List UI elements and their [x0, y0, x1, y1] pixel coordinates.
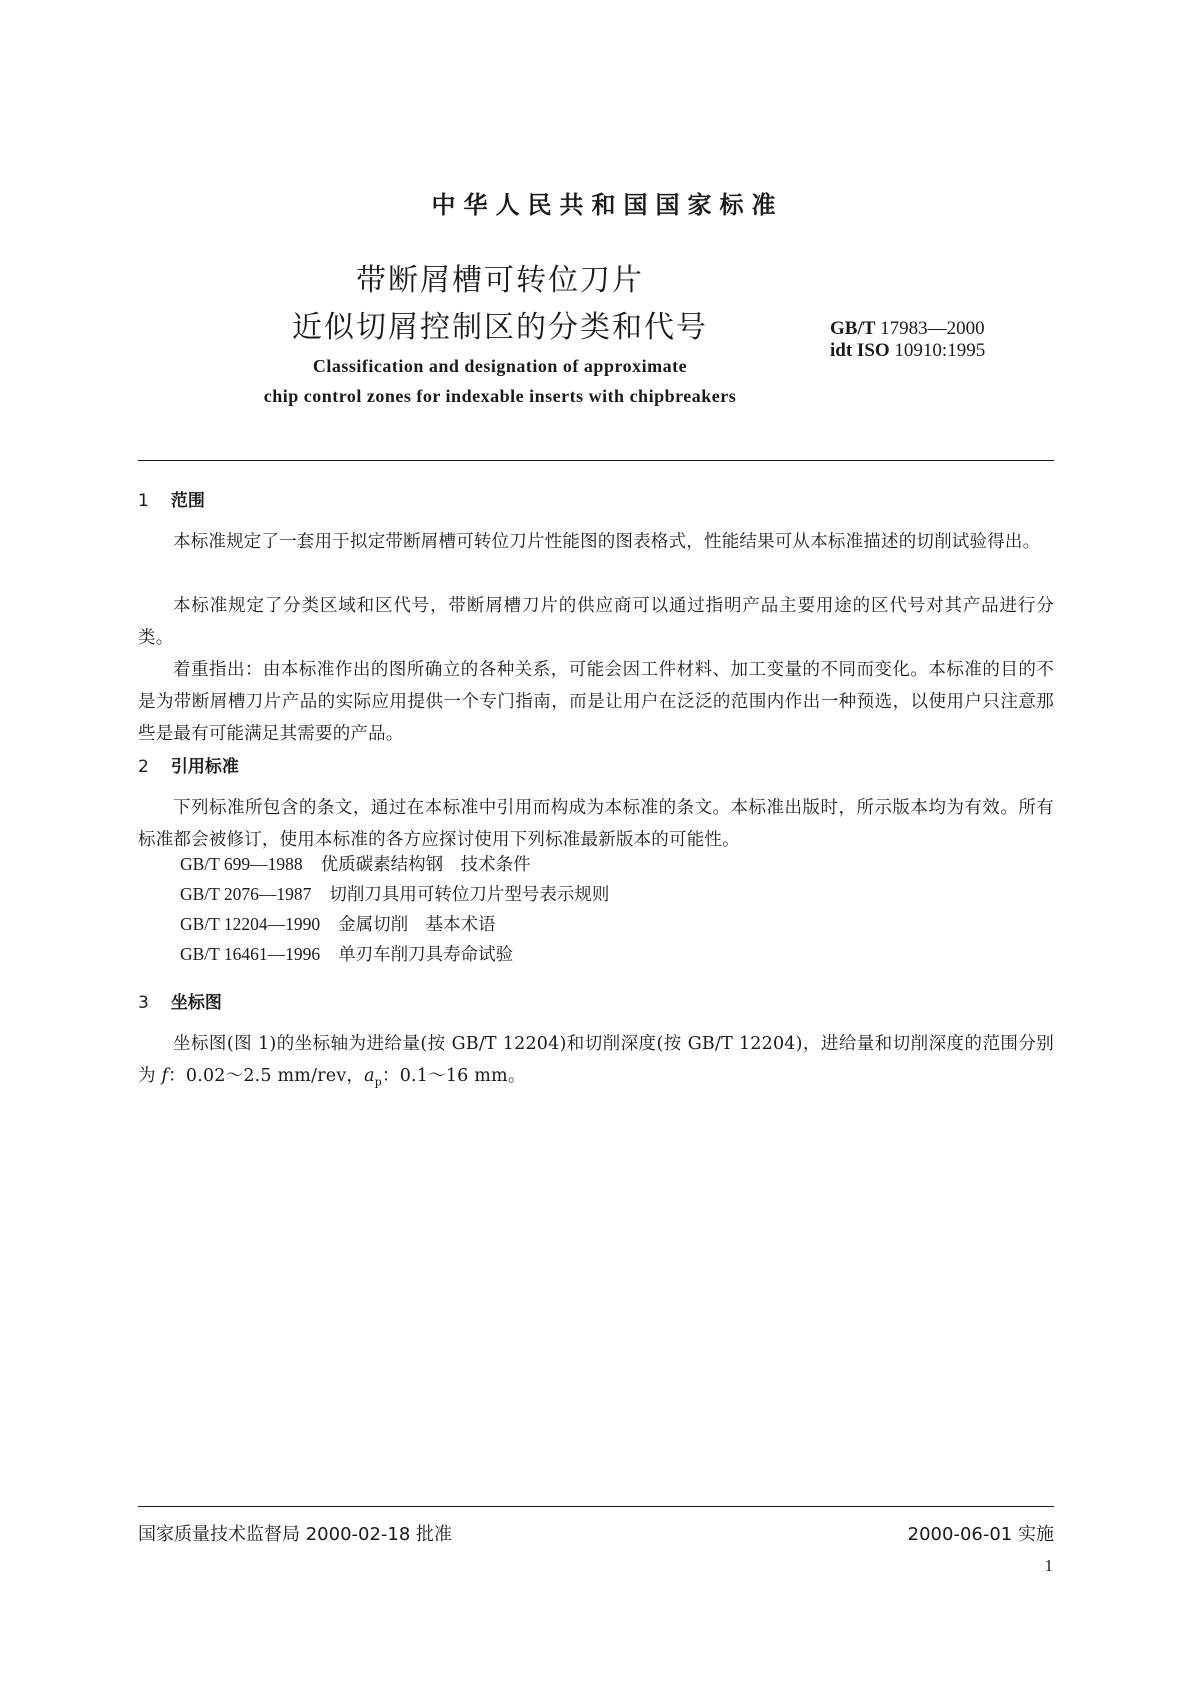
reference-item: [180, 848, 531, 881]
idt-number: 10910:1995: [894, 340, 986, 361]
feed-variable: f: [161, 1066, 169, 1086]
title-zh-line1: 带断屑槽可转位刀片: [356, 263, 644, 298]
reference-title: 单刃车削刀具寿命试验: [338, 945, 514, 965]
section-2-number: 2: [138, 757, 149, 777]
reference-item: [180, 878, 609, 911]
section-1-title: 范围: [170, 491, 205, 511]
depth-variable: a: [364, 1066, 375, 1086]
section-2-paragraph-1: 下列标准所包含的条文，通过在本标准中引用而构成为本标准的条文。本标准出版时，所示版本均为有效。所有标准都会被修订，使用本标准的各方应探讨使用下列标准最新版本的可能性。: [138, 798, 1054, 850]
gb-prefix: GB/T: [830, 318, 876, 339]
reference-title: 优质碳素结构钢 技术条件: [320, 855, 531, 875]
reference-code: GB/T 2076—1987: [180, 884, 312, 904]
reference-title: 金属切削 基本术语: [338, 915, 496, 935]
page-number: 1: [1044, 1556, 1053, 1575]
reference-code: GB/T 699—1988: [180, 854, 303, 874]
section-3-paragraph-1: [138, 1028, 1054, 1099]
national-standard-header: 中华人民共和国国家标准: [431, 191, 784, 219]
gb-number: 17983—2000: [880, 318, 985, 339]
reference-item: [180, 938, 513, 971]
section-1-paragraph-1: 本标准规定了一套用于拟定带断屑槽可转位刀片性能图的图表格式，性能结果可从本标准描述的切削试验得出。: [173, 532, 1041, 552]
title-en-line1: Classification and designation of approximate: [312, 356, 688, 376]
title-en-line2: chip control zones for indexable inserts with chipbreakers: [263, 386, 737, 406]
reference-code: GB/T 16461—1996: [180, 944, 321, 964]
standard-number-block: [830, 318, 985, 362]
approval-date: 国家质量技术监督局 2000-02-18 批准: [138, 1524, 453, 1545]
section-3-text-b: ：0.02～2.5 mm/rev，: [168, 1066, 365, 1086]
section-3-heading: [138, 988, 222, 1013]
title-zh-line2: 近似切屑控制区的分类和代号: [292, 310, 708, 345]
section-1-paragraph-3: 着重指出：由本标准作出的图所确立的各种关系，可能会因工件材料、加工变量的不同而变化。本标准的目的不是为带断屑槽刀片产品的实际应用提供一个专门指南，而是让用户在泛泛的范围内作出一种预选，以使用户只注意那些是最有可能满足其需要的产品。: [138, 660, 1054, 744]
reference-item: [180, 908, 496, 941]
section-1-paragraph-2: 本标准规定了分类区域和区代号，带断屑槽刀片的供应商可以通过指明产品主要用途的区代号对其产品进行分类。: [138, 596, 1054, 648]
reference-title: 切削刀具用可转位刀片型号表示规则: [329, 885, 610, 905]
header-divider: [138, 460, 1054, 461]
section-3-title: 坐标图: [170, 993, 222, 1013]
footer-divider: [138, 1506, 1054, 1507]
implementation-date: 2000-06-01 实施: [907, 1524, 1054, 1545]
reference-code: GB/T 12204—1990: [180, 914, 321, 934]
section-3-number: 3: [138, 993, 149, 1013]
depth-variable-subscript: p: [374, 1075, 382, 1089]
section-3-text-c: ：0.1～16 mm。: [382, 1066, 526, 1086]
section-1-number: 1: [138, 491, 149, 511]
section-2-heading: [138, 752, 239, 777]
section-2-title: 引用标准: [170, 757, 239, 777]
section-1-heading: [138, 486, 205, 511]
section-3-text-a: 坐标图(图 1)的坐标轴为进给量(按 GB/T 12204)和切削深度(按 GB/T 12204)，进给量和切削深度的范围分别为: [138, 1034, 1054, 1086]
idt-prefix: idt ISO: [830, 340, 890, 361]
